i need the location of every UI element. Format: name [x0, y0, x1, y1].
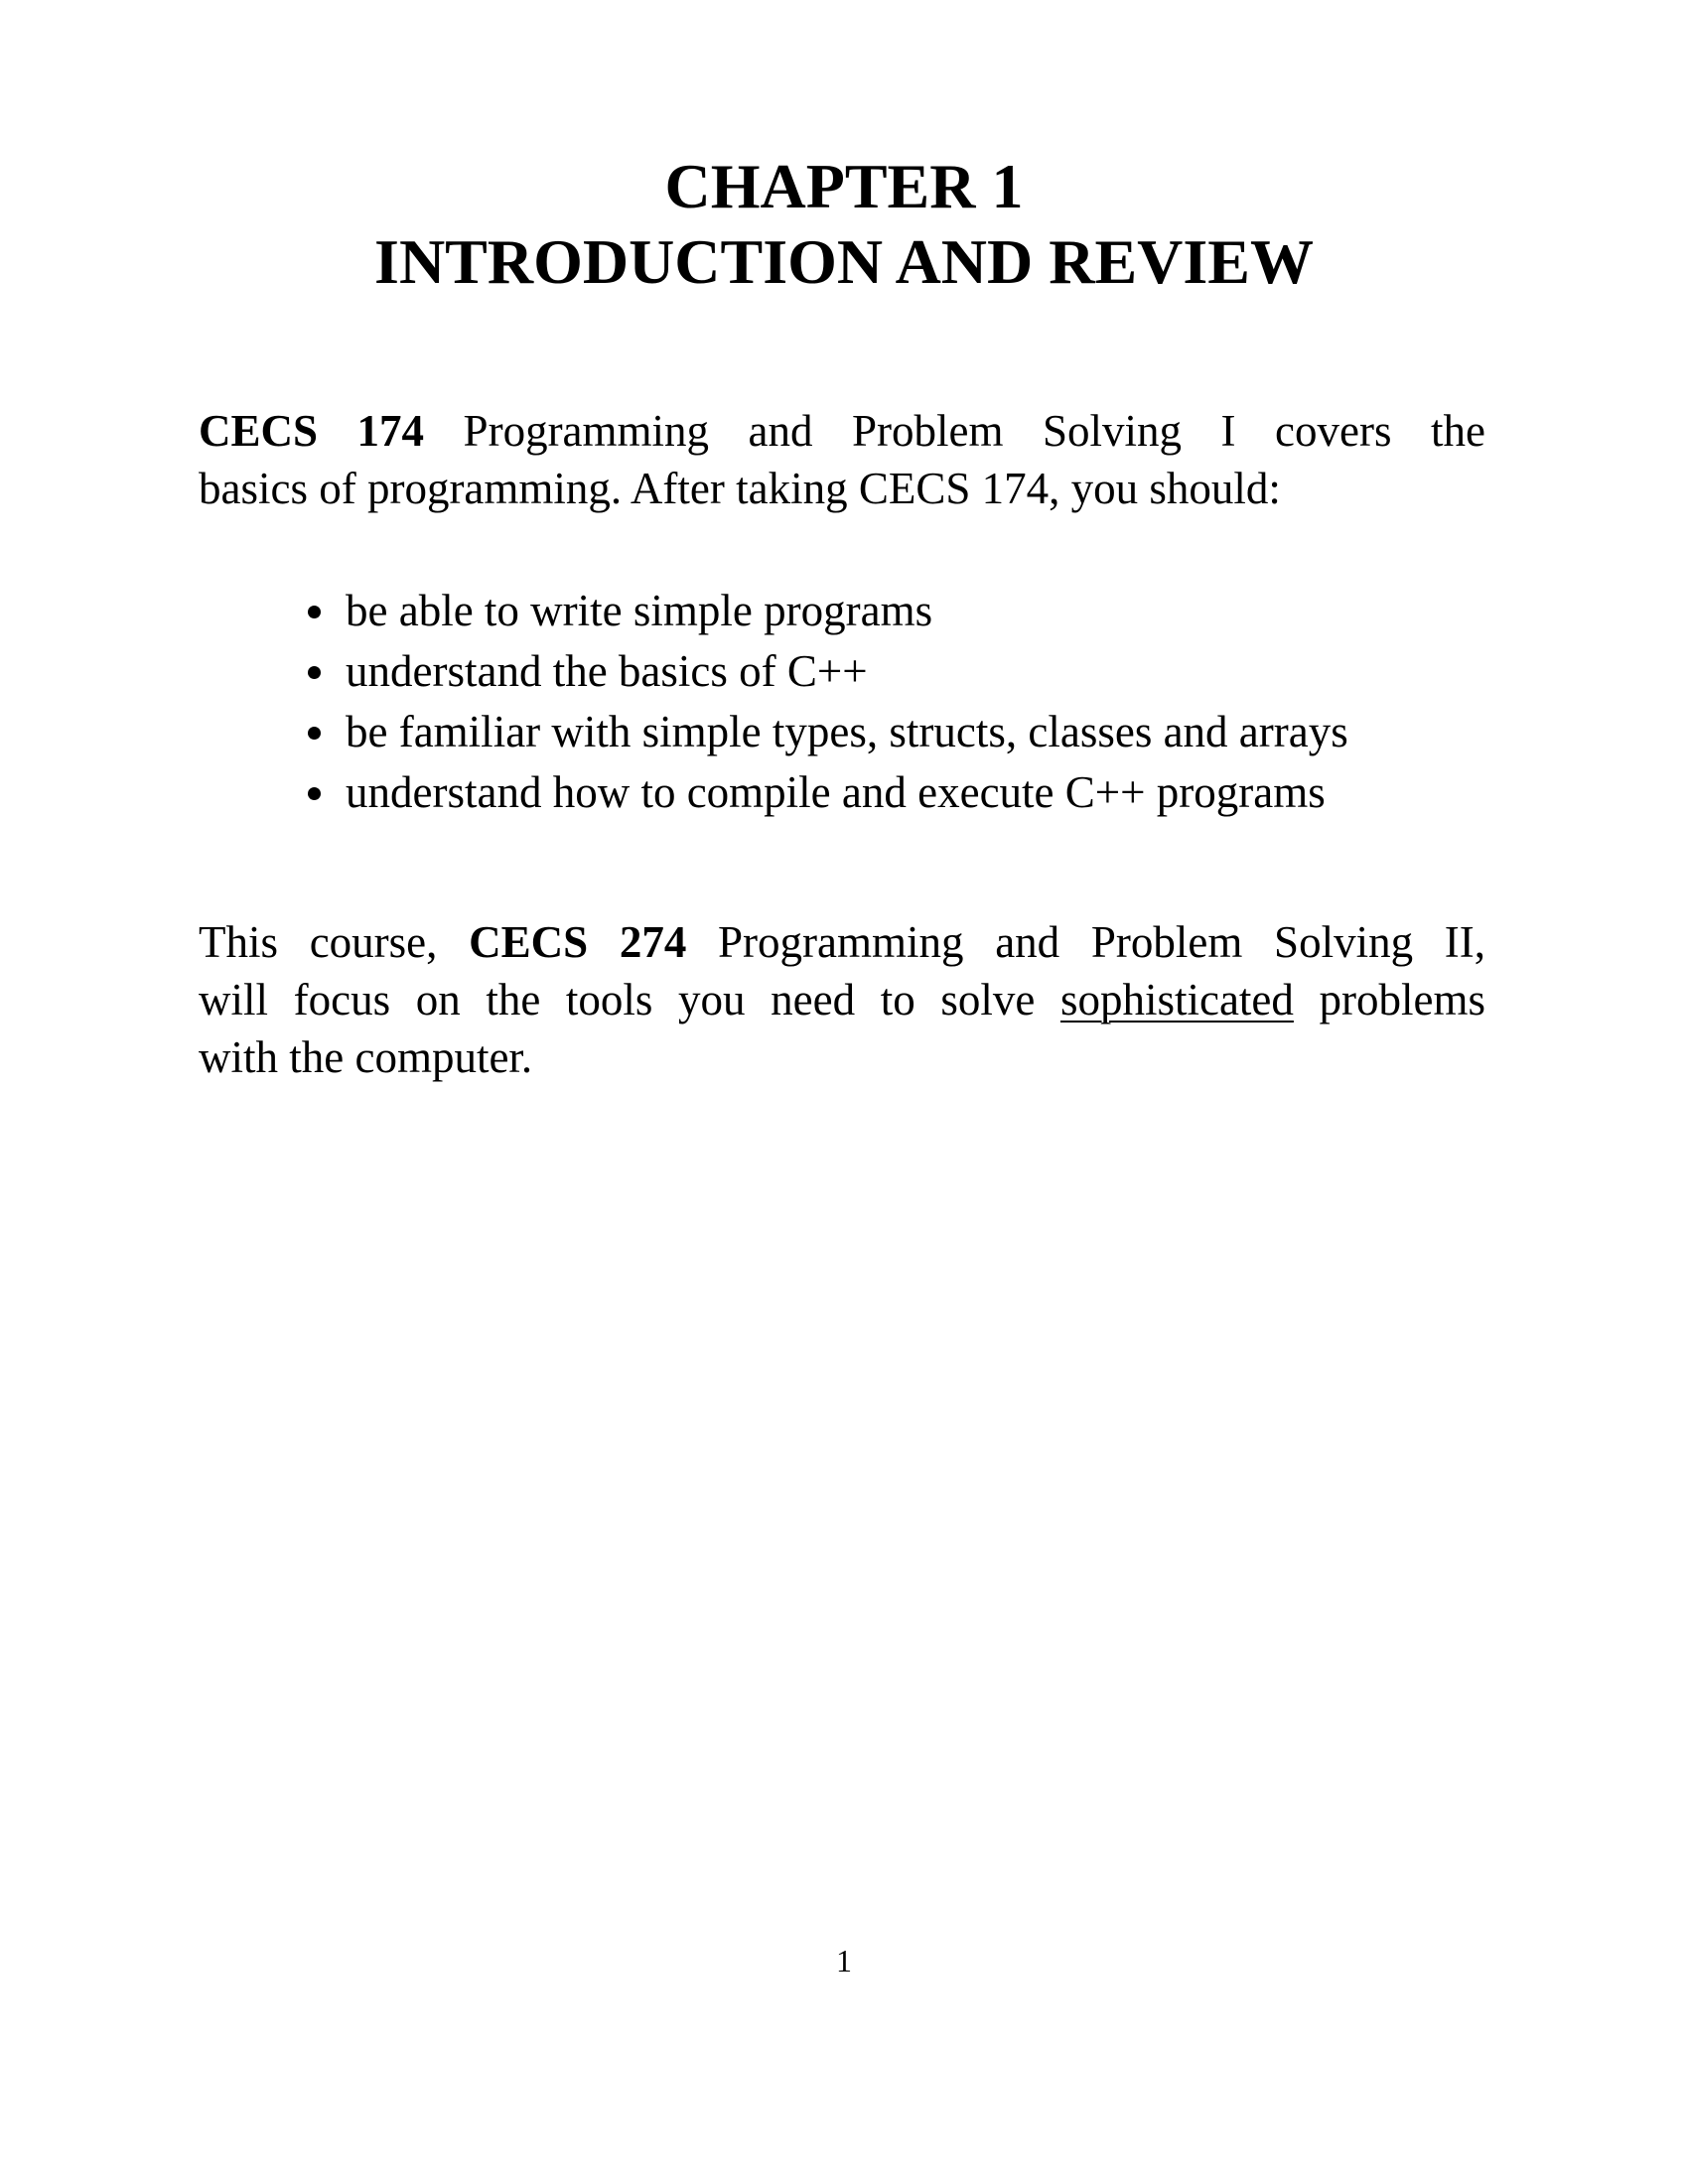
list-item: [298, 702, 1539, 762]
list-item-text: be familiar with simple types, structs, classes and arrays: [346, 707, 1348, 756]
list-item: [298, 762, 1539, 823]
list-item-text: understand the basics of C++: [346, 646, 868, 696]
intro-line-1: [199, 402, 1485, 460]
chapter-number: CHAPTER 1: [664, 151, 1024, 221]
course-line-1-text: Programming and Problem Solving II,: [686, 917, 1485, 967]
bullet-icon: [308, 787, 321, 800]
course-code-274: CECS 274: [469, 917, 687, 967]
emphasis-word: sophisticated: [1059, 975, 1294, 1024]
page-number: 1: [836, 1943, 852, 1979]
course-line-3: with the computer.: [199, 1032, 533, 1082]
bullet-icon: [308, 727, 321, 740]
bullet-icon: [308, 666, 321, 679]
intro-paragraph: [199, 402, 1485, 517]
course-line-1-lead: This course,: [199, 917, 470, 967]
list-item: [298, 581, 1539, 641]
list-item-text: understand how to compile and execute C++ programs: [346, 767, 1326, 817]
course-line-2-before: will focus on the tools you need to solve: [199, 975, 1060, 1024]
course-line-1: [199, 913, 1485, 971]
chapter-title: INTRODUCTION AND REVIEW: [374, 226, 1314, 297]
list-item: [298, 641, 1539, 702]
intro-line-2: basics of programming. After taking CECS 174, you should:: [199, 464, 1281, 513]
course-code-174: CECS 174: [199, 406, 425, 456]
chapter-heading: [0, 149, 1688, 300]
bullet-icon: [308, 606, 321, 618]
course-line-2-after: problems: [1293, 975, 1485, 1024]
outcomes-list: [298, 581, 1539, 823]
course-paragraph: [199, 913, 1485, 1086]
intro-line-1-text: Programming and Problem Solving I covers the: [424, 406, 1485, 456]
course-line-2: [199, 971, 1485, 1028]
list-item-text: be able to write simple programs: [346, 586, 933, 635]
